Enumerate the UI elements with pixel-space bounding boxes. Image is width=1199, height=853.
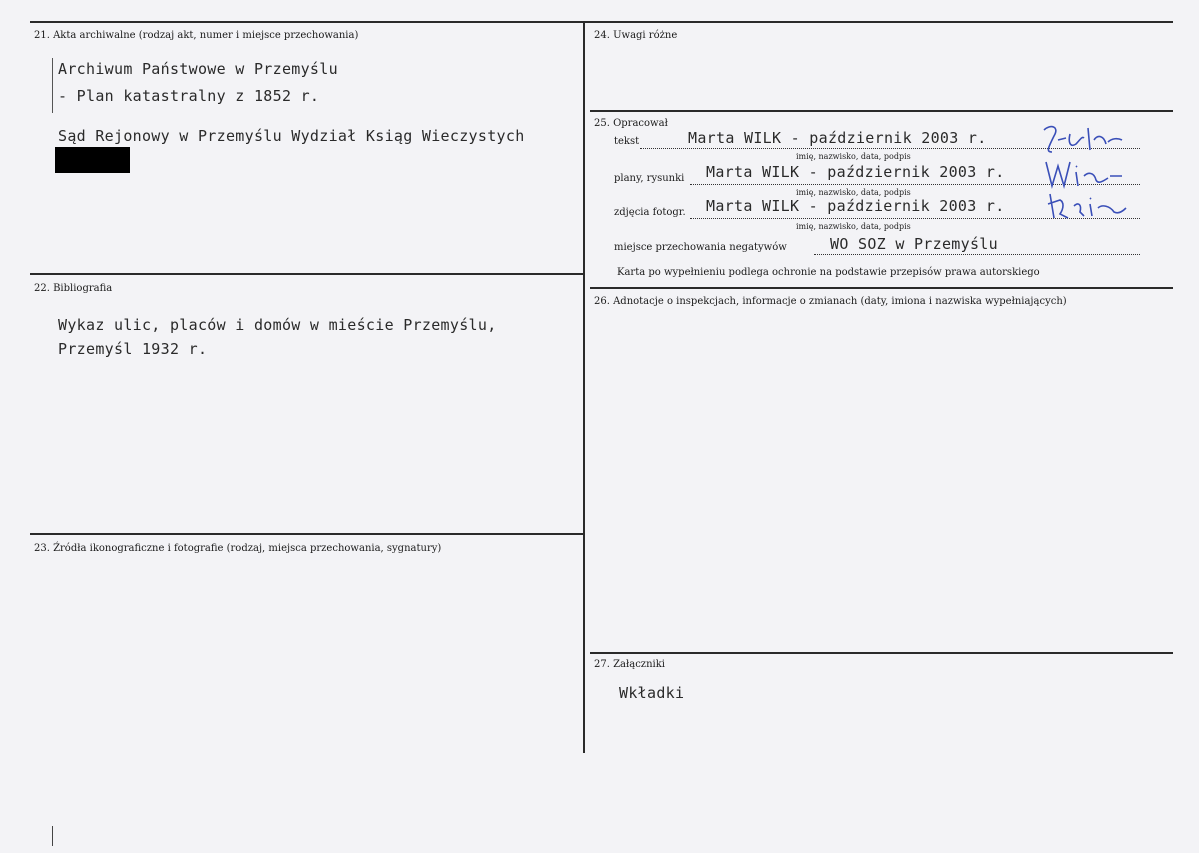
center-divider bbox=[583, 22, 585, 753]
row-label-photos: zdjęcia fotogr. bbox=[614, 207, 686, 218]
negatives-value: WO SOZ w Przemyślu bbox=[830, 235, 998, 253]
section-22-line-2: Przemyśl 1932 r. bbox=[58, 340, 208, 358]
section-23-label: 23. Źródła ikonograficzne i fotografie (rodzaj, miejsca przechowania, sygnatury) bbox=[34, 543, 442, 554]
row-caption-plans: imię, nazwisko, data, podpis bbox=[796, 188, 911, 197]
section-21-label: 21. Akta archiwalne (rodzaj akt, numer i miejsce przechowania) bbox=[34, 30, 359, 41]
row-value-plans: Marta WILK - październik 2003 r. bbox=[706, 163, 1005, 181]
row-value-photos: Marta WILK - październik 2003 r. bbox=[706, 197, 1005, 215]
section-24-label: 24. Uwagi różne bbox=[594, 30, 678, 41]
divider-26-27 bbox=[590, 652, 1173, 654]
section-22-line-1: Wykaz ulic, placów i domów w mieście Przemyślu, bbox=[58, 316, 497, 334]
section-26-label: 26. Adnotacje o inspekcjach, informacje o zmianach (daty, imiona i nazwiska wypełniających) bbox=[594, 296, 1067, 307]
row-label-plans: plany, rysunki bbox=[614, 173, 685, 184]
section-27-value: Wkładki bbox=[619, 684, 685, 702]
section-21-line-3: Sąd Rejonowy w Przemyślu Wydział Ksiąg Wieczystych bbox=[58, 127, 525, 145]
top-border bbox=[30, 21, 1173, 23]
scan-mark bbox=[52, 826, 53, 846]
divider-22-23 bbox=[30, 533, 584, 535]
row-caption-text: imię, nazwisko, data, podpis bbox=[796, 152, 911, 161]
row-label-text: tekst bbox=[614, 136, 640, 147]
section-21-line-2: - Plan katastralny z 1852 r. bbox=[58, 87, 320, 105]
redaction-box bbox=[55, 147, 130, 173]
section-27-label: 27. Załączniki bbox=[594, 659, 665, 670]
copyright-note: Karta po wypełnieniu podlega ochronie na podstawie przepisów prawa autorskiego bbox=[617, 267, 1040, 278]
signature-plans bbox=[1042, 158, 1127, 190]
negatives-label: miejsce przechowania negatywów bbox=[614, 242, 787, 253]
section-21-line-1: Archiwum Państwowe w Przemyślu bbox=[58, 60, 338, 78]
section-22-label: 22. Bibliografia bbox=[34, 283, 113, 294]
row-value-text: Marta WILK - październik 2003 r. bbox=[688, 129, 987, 147]
signature-text bbox=[1040, 122, 1125, 156]
divider-24-25 bbox=[590, 110, 1173, 112]
divider-21-22 bbox=[30, 273, 584, 275]
row-caption-photos: imię, nazwisko, data, podpis bbox=[796, 222, 911, 231]
margin-mark bbox=[52, 58, 53, 113]
section-25-label: 25. Opracował bbox=[594, 118, 668, 129]
divider-25-26 bbox=[590, 287, 1173, 289]
negatives-line bbox=[814, 254, 1140, 255]
signature-photos bbox=[1044, 190, 1129, 222]
